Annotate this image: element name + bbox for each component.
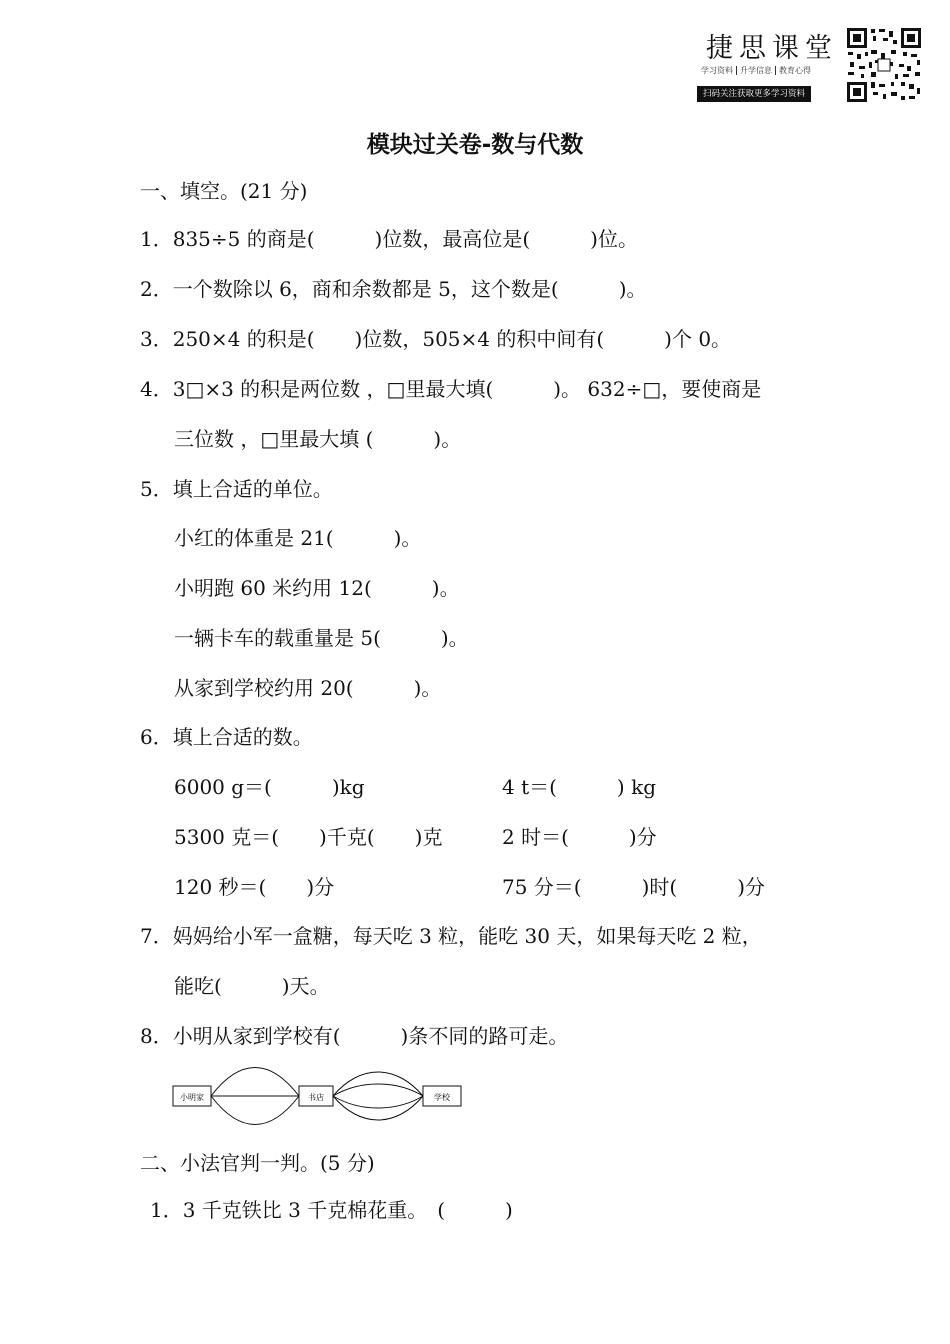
route-path <box>211 1096 299 1125</box>
section-heading: 二、小法官判一判。(5 分) <box>140 1151 375 1175</box>
judge-question-1: 1．3 千克铁比 3 千克棉花重。 ( ) <box>150 1198 513 1222</box>
school-label: 学校 <box>434 1093 450 1102</box>
brand-tag: 学习资料 <box>698 66 737 75</box>
question-3: 3．250×4 的积是( )位数，505×4 的积中间有( )个 0。 <box>140 327 732 351</box>
q6-left-item: 5300 克＝( )千克( )克 <box>174 825 443 849</box>
bookstore-label: 书店 <box>308 1093 324 1102</box>
route-diagram <box>170 1060 465 1135</box>
q5-item: 小明跑 60 米约用 12( )。 <box>174 576 460 600</box>
page-title: 模块过关卷-数与代数 <box>366 132 584 158</box>
brand-name: 捷思课堂 <box>706 33 838 64</box>
question-8: 8．小明从家到学校有( )条不同的路可走。 <box>140 1024 569 1048</box>
route-path <box>333 1096 423 1108</box>
brand-tag: 升学信息 <box>737 66 776 75</box>
route-path <box>333 1084 423 1096</box>
q6-right-item: 4 t＝( ) kg <box>502 775 657 799</box>
question-4-line1: 4．3□×3 的积是两位数 ，□里最大填( )。 632÷□，要使商是 <box>140 377 762 401</box>
q5-item: 小红的体重是 21( )。 <box>174 526 422 550</box>
question-7-line2: 能吃( )天。 <box>174 974 330 998</box>
home-label: 小明家 <box>180 1093 204 1102</box>
brand-banner: 扫码关注获取更多学习资料 <box>697 86 811 102</box>
question-2: 2．一个数除以 6，商和余数都是 5，这个数是( )。 <box>140 277 647 301</box>
section-heading: 一、填空。(21 分) <box>140 179 308 203</box>
q6-left-item: 6000 g＝( )kg <box>174 775 365 799</box>
qr-code-icon <box>845 26 923 104</box>
q6-right-item: 75 分＝( )时( )分 <box>502 875 766 899</box>
brand-tag: 教育心得 <box>779 66 811 75</box>
question-1: 1．835÷5 的商是( )位数，最高位是( )位。 <box>140 227 638 251</box>
brand-tags <box>698 65 814 76</box>
question-6-heading: 6．填上合适的数。 <box>140 725 313 749</box>
q5-item: 一辆卡车的载重量是 5( )。 <box>174 626 469 650</box>
q5-item: 从家到学校约用 20( )。 <box>174 676 442 700</box>
route-path <box>211 1068 299 1097</box>
q6-right-item: 2 时＝( )分 <box>502 825 657 849</box>
question-5-heading: 5．填上合适的单位。 <box>140 477 333 501</box>
question-7-line1: 7．妈妈给小军一盒糖，每天吃 3 粒，能吃 30 天，如果每天吃 2 粒， <box>140 924 762 948</box>
question-4-line2: 三位数 ，□里最大填 ( )。 <box>174 427 462 451</box>
q6-left-item: 120 秒＝( )分 <box>174 875 335 899</box>
